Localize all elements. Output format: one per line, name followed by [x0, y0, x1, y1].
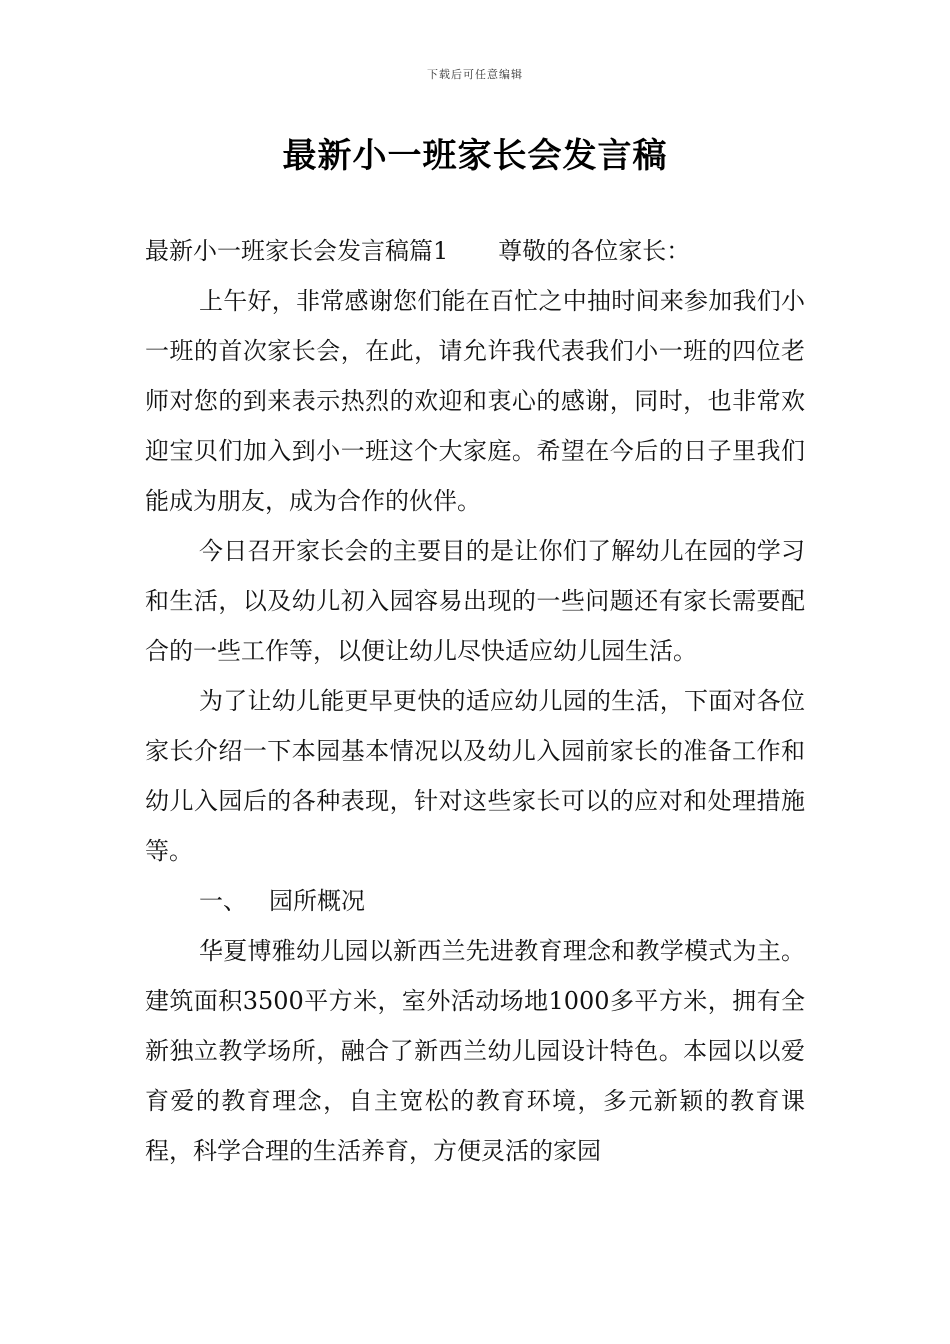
document-title: 最新小一班家长会发言稿	[282, 136, 668, 176]
paragraph-overview: 为了让幼儿能更早更快的适应幼儿园的生活，下面对各位家长介绍一下本园基本情况以及幼儿入园前家长的准备工作和幼儿入园后的各种表现，针对这些家长可以的应对和处理措施等。	[145, 687, 805, 865]
paragraph-kindergarten-profile: 华夏博雅幼儿园以新西兰先进教育理念和教学模式为主。建筑面积3500平方米，室外活动场地1000多平方米，拥有全新独立教学场所，融合了新西兰幼儿园设计特色。本园以以爱育爱的教育理念，自主宽松的教育环境，多元新颖的教育课程，科学合理的生活养育，方便灵活的家园	[145, 937, 805, 1165]
intro-line	[145, 226, 805, 276]
intro-subtitle: 最新小一班家长会发言稿篇1	[145, 237, 449, 265]
header-note: 下载后可任意编辑	[427, 68, 523, 81]
section-number: 一、	[199, 887, 247, 915]
section-heading	[145, 876, 805, 926]
intro-greeting: 尊敬的各位家长：	[498, 237, 691, 265]
paragraph-welcome: 上午好，非常感谢您们能在百忙之中抽时间来参加我们小一班的首次家长会，在此，请允许我代表我们小一班的四位老师对您的到来表示热烈的欢迎和衷心的感谢，同时，也非常欢迎宝贝们加入到小一班这个大家庭。希望在今后的日子里我们能成为朋友，成为合作的伙伴。	[145, 287, 805, 515]
paragraph-purpose: 今日召开家长会的主要目的是让你们了解幼儿在园的学习和生活，以及幼儿初入园容易出现的一些问题还有家长需要配合的一些工作等，以便让幼儿尽快适应幼儿园生活。	[145, 537, 805, 665]
document-body	[145, 226, 805, 1176]
section-heading-text: 园所概况	[269, 887, 365, 915]
